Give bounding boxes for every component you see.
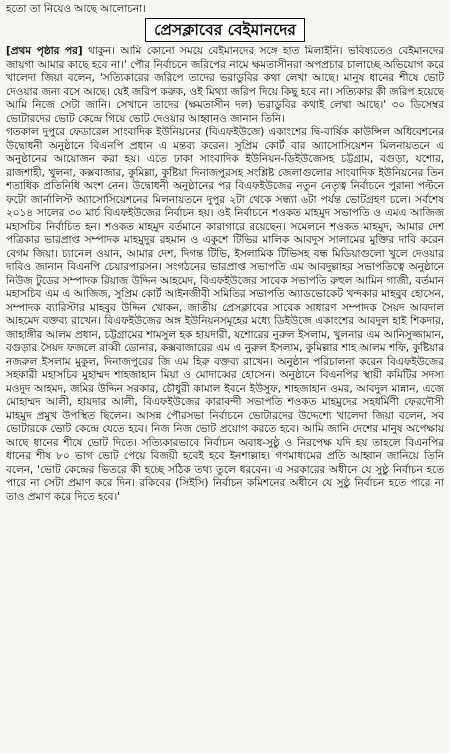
article-paragraph bbox=[6, 45, 444, 126]
continued-from-marker: [প্রথম পৃষ্ঠার পর] bbox=[6, 45, 83, 57]
article-paragraph: গতকাল দুপুরে ফেডারেল সাংবাদিক ইউনিয়নের (বিএফইউজে) একাংশের দ্বি-বার্ষিক কাউন্সিল অধিবেশনের উদ্বোধনী অনুষ্ঠানে বিএনপি প্রধান এ মন্তব্য করেন। সুপ্রিম কোর্ট বার অ্যাসোসিয়েশন মিলনায়তনে এ অনুষ্ঠানের আয়োজন করা হয়। এতে ঢাকা সাংবাদিক ইউনিয়ন-ডিইউজেসহ চট্টগ্রাম, বগুড়া, যশোর, রাজশাহী, খুলনা, কক্সবাজার, কুমিল্লা, কুষ্টিয়া দিনাজপুরসহ সংশ্লিষ্ট জেলাগুলোর সাংবাদিক ইউনিয়নের তিন শতাধিক প্রতিনিধি অংশ নেন। উদ্বোধনী অনুষ্ঠানের পর বিএফইউজের নতুন নেতৃত্ব নির্বাচনে পুরানা পল্টনে ফটো জার্নালিস্ট অ্যাসোসিয়েশনের মিলনায়তনে দুপুর ২টা থেকে সন্ধ্যা ৬টা পর্যন্ত ভোটগ্রহণ চলে। সর্বশেষ ২০১৪ সালের ৩০ মার্চ বিএফইউজের নির্বাচন হয়। ওই নির্বাচনে শওকত মাহমুদ সভাপতি ও এমএ আজিজ মহাসচিব নির্বাচিত হন। শওকত মাহমুদ বর্তমানে কারাগারে রয়েছেন। সমেলনে শওকত মাহমুদ, আমার দেশ পত্রিকার ভারপ্রাপ্ত সম্পাদক মাহমুদুর রহমান ও একুশে টিভির মালিক আবদুস সালামের মুক্তির দাবি করেন বেগম জিয়া। চ্যানেল ওয়ান, আমার দেশ, দিগন্ত টিভি, ইসলামিক টিভিসহ বন্ধ মিডিয়াগুলো খুলে দেওয়ার দাবিও জানান বিএনপি চেয়ারপারসন। সংগঠনের ভারপ্রাপ্ত সভাপতি এম আবদুল্লাহর সভাপতিত্বে অনুষ্ঠানে নিউজ টুডের সম্পাদক রিয়াজ উদ্দিন আহমেদ, বিএফইউজের সাবেক সভাপতি রুহুল আমিন গাজী, বর্তমান মহাসচিব এম এ আজিজ, সুপ্রিম কোর্ট আইনজীবী সমিতির সভাপতি অ্যাডভোকেট খন্দকার মাহবুব হোসেন, সম্পাদক ব্যারিস্টার মাহবুব উদ্দিন খোকন, জাতীয় প্রেসক্লাবের সাবেক সাধারণ সম্পাদক সৈয়দ আবদাল আহমেদ বক্তব্য রাখেন। বিএফইউজের অঙ্গ ইউনিয়নসমূহের মধ্যে ডিইউজে একাংশের আবদুল হাই শিকদার, জাহাঙ্গীর আলম প্রধান, চট্টগ্রামের শামসুল হক হায়দারী, যশোরের নুরুল ইসলাম, খুলনার এম আনিসুজ্জামান, বগুড়ার সৈয়দ ফজলে রাব্বী ডোনার, কক্সবাজারের এম এ নুরুল ইসলাম, কুমিল্লার শাহ আলম শফি, কুষ্টিয়ার নজরুল ইসলাম মুকুল, দিনাজপুরের জি এম হিরু বক্তব্য রাখেন। অনুষ্ঠান পরিচালনা করেন বিএফইউজের সহকারী মহাসচিব মুহাম্মদ শাহজাহান মিয়া ও মোদাব্বের হোসেন। অনুষ্ঠানে বিএনপির স্থায়ী কমিটির সদস্য মওদুদ আহমদ, জমির উদ্দিন সরকার, চৌধুরী কামাল ইবনে ইউসুফ, শাহজাহান ওমর, আবদুল মান্নান, এজে মোহাম্মদ আলী, হায়দার আলী, বিএফইউজের কারাবন্দী সভাপতি শওকত মাহমুদের সহধর্মিণী ফেরদৌসী মাহমুদ প্রমুখ উপস্থিত ছিলেন। আসন্ন পৌরসভা নির্বাচনে ভোটারদের উদ্দেশ্যে খালেদা জিয়া বলেন, সব ভোটারকে ভোট কেন্দ্রে যেতে হবে। নিজ নিজ ভোট প্রয়োগ করতে হবে। আমি জানি দেশের মানুষ অপেক্ষায় আছে ধানের শীষে ভোট দিতে। সত্যিকারভাবে নির্বাচন অবাধ-সুষ্ঠু ও নিরপেক্ষ যদি হয় তাহলে বিএনপির ধানের শীষ ৮০ ভাগ ভোট পেয়ে বিজয়ী হবেই হবে ইনশাল্লাহ। গণমাধ্যমের প্রতি আহ্বান জানিয়ে তিনি বলেন, 'ভোট কেন্দ্রের ভিতরে কী হচ্ছে সঠিক তথ্য তুলে ধরবেন। এ সরকারের অধীনে যে সুষ্ঠু নির্বাচন হতে পারে না সেটা প্রমাণ করে দিন। রকিবের (সিইসি) নির্বাচন কমিশনের অধীনে যে সুষ্ঠু নির্বাচন হতে পারে না তাও প্রমাণ করে দিতে হবে।' bbox=[6, 126, 444, 503]
previous-article-tail: হতো তা নিয়েও আছে আলোচনা। bbox=[6, 3, 146, 15]
article-headline: প্রেসক্লাবের বেইমানদের bbox=[145, 18, 305, 42]
article-body bbox=[6, 45, 444, 750]
paragraph-text: থাকুন। আমি কোনো সময়ে বেইমানদের সঙ্গে হাত মিলাইনি। ভবিষ্যতেও বেইমানদের জায়গা আমার কাছে হবে না।' পৌর নির্বাচনে জরিপের নামে ক্ষমতাসীনরা অপপ্রচার চালাচ্ছে অভিযোগ করে খালেদা জিয়া বলেন, 'সত্যিকারের জরিপে তাদের ভরাডুবির কথা লেখা আছে। মানুষ ধানের শীষে ভোট দেওয়ার জন্য বসে আছে। যেই জরিপ করুক, ওই মিথ্যা জরিপ দিয়ে কিছু হবে না। সত্যিকার কী জরিপ হয়েছে আমি নিজে সেটা জানি। সেখানে তাদের (ক্ষমতাসীন দল) ভরাডুবির কথাই লেখা আছে।' ৩০ ডিসেম্বর ভোটারদের ভোট কেন্দ্রে গিয়ে ভোট দেওয়ার আহ্বানও জানান তিনি। bbox=[6, 45, 444, 125]
headline-row bbox=[6, 16, 444, 43]
